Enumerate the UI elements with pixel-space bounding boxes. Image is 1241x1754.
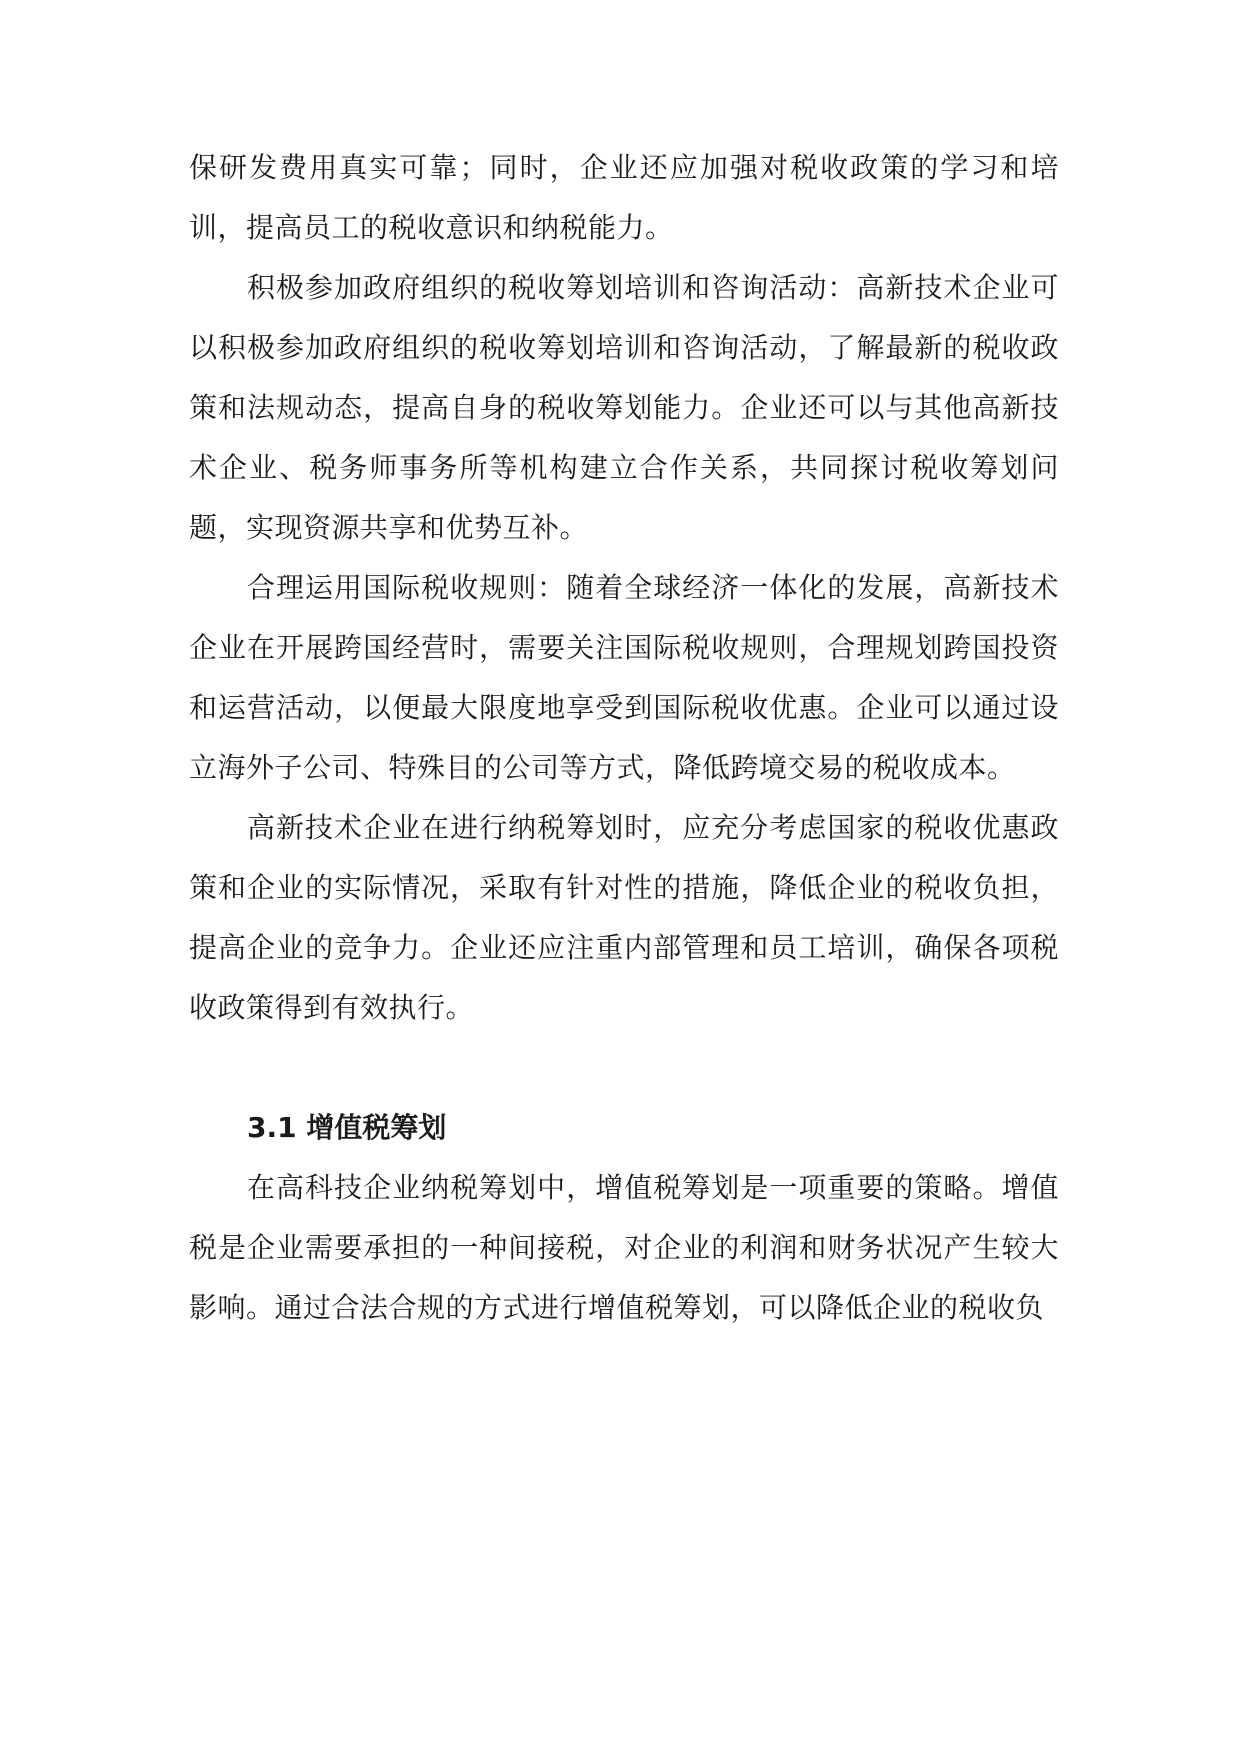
paragraph-training-consulting: 积极参加政府组织的税收筹划培训和咨询活动：高新技术企业可以积极参加政府组织的税收筹划培训和咨询活动，了解最新的税收政策和法规动态，提高自身的税收筹划能力。企业还可以与其他高新技术企业、税务师事务所等机构建立合作关系，共同探讨税收筹划问题，实现资源共享和优势互补。 [189, 271, 1059, 544]
section-heading: 3.1 增值税筹划 [247, 1111, 447, 1144]
paragraph-summary: 高新技术企业在进行纳税筹划时，应充分考虑国家的税收优惠政策和企业的实际情况，采取有针对性的措施，降低企业的税收负担，提高企业的竞争力。企业还应注重内部管理和员工培训，确保各项税收政策得到有效执行。 [189, 811, 1059, 1024]
paragraph-international-tax: 合理运用国际税收规则：随着全球经济一体化的发展，高新技术企业在开展跨国经营时，需要关注国际税收规则，合理规划跨国投资和运营活动，以便最大限度地享受到国际税收优惠。企业可以通过设立海外子公司、特殊目的公司等方式，降低跨境交易的税收成本。 [189, 571, 1059, 784]
document-page [189, 138, 1059, 1338]
paragraph-vat-intro: 在高科技企业纳税筹划中，增值税筹划是一项重要的策略。增值税是企业需要承担的一种间接税，对企业的利润和财务状况产生较大影响。通过合法合规的方式进行增值税筹划，可以降低企业的税收负 [189, 1171, 1059, 1324]
paragraph-continuation: 保研发费用真实可靠；同时，企业还应加强对税收政策的学习和培训，提高员工的税收意识和纳税能力。 [189, 151, 1059, 244]
